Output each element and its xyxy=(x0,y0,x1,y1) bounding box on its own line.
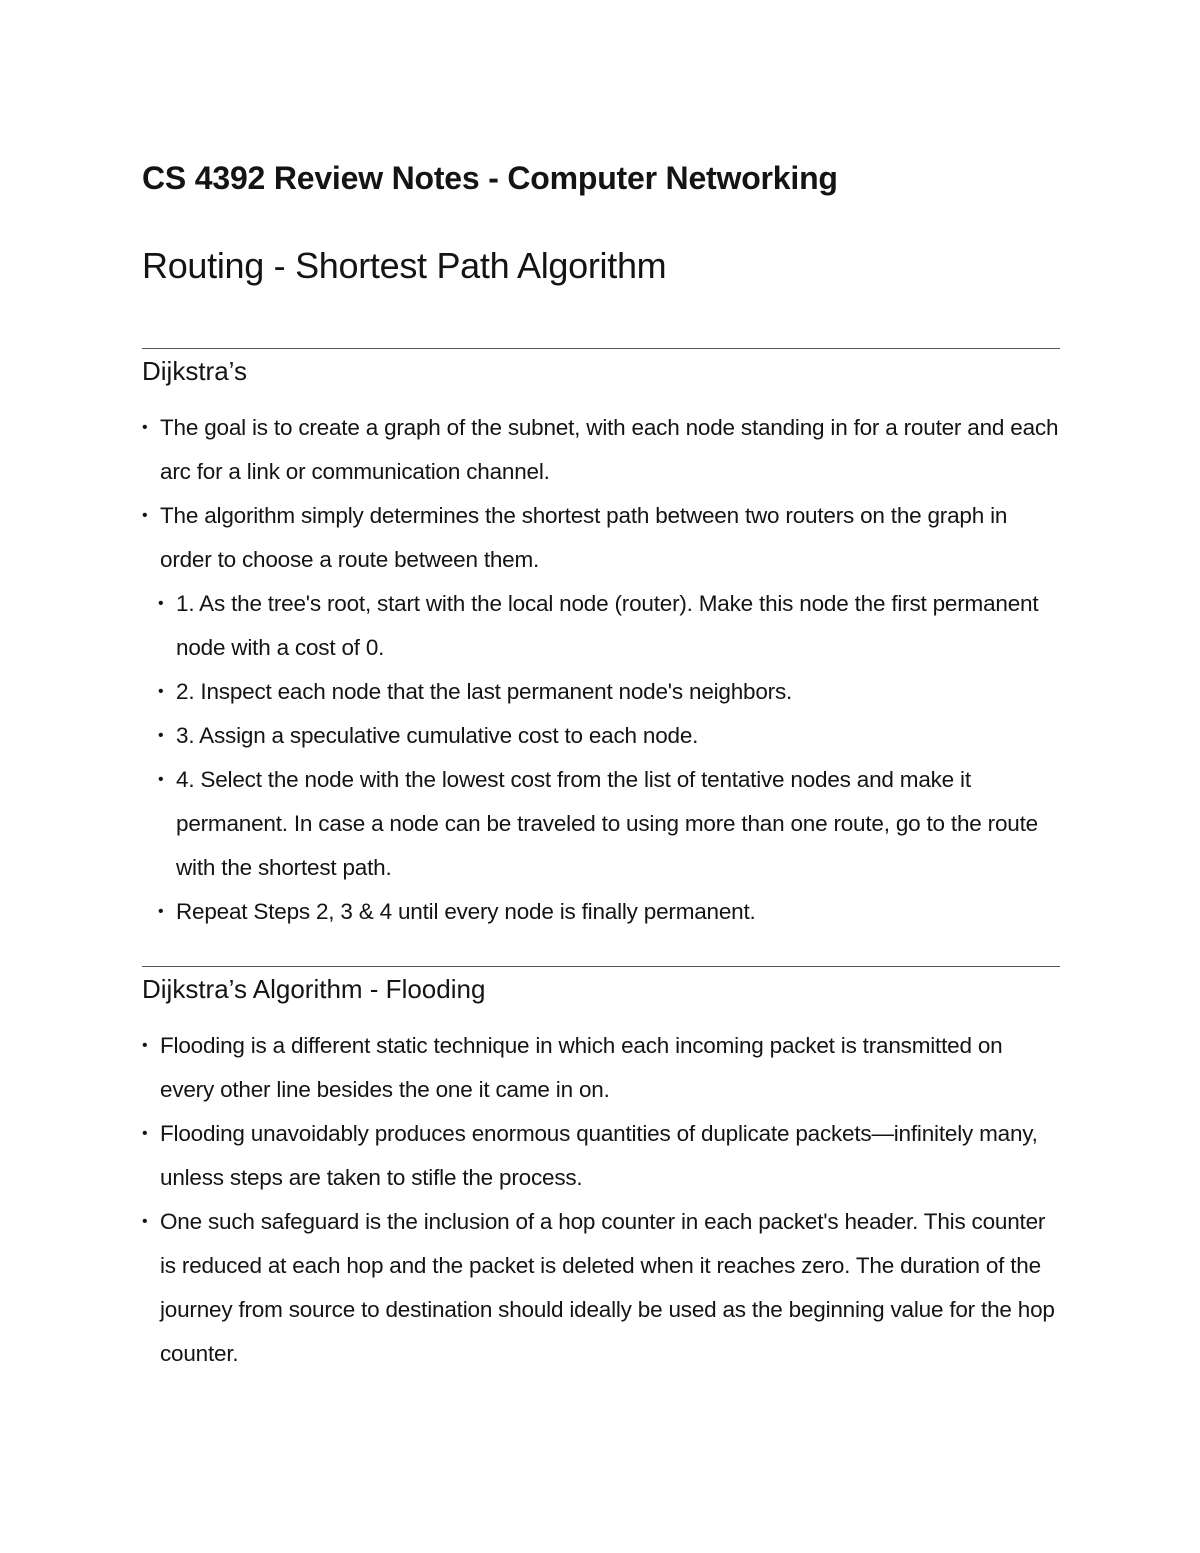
list-item-text: 4. Select the node with the lowest cost from the list of tentative nodes and make it permanent. In case a node can be traveled to using more than one route, go to the route with the shortest path. xyxy=(176,767,1038,880)
bullet-icon: • xyxy=(158,683,164,700)
list-item xyxy=(142,1200,1060,1376)
list-item xyxy=(142,1112,1060,1200)
divider xyxy=(142,348,1060,349)
bullet-icon: • xyxy=(142,1037,148,1054)
list-item xyxy=(142,1024,1060,1112)
subsection-flooding xyxy=(142,974,1060,1376)
list-item-text: Repeat Steps 2, 3 & 4 until every node is finally permanent. xyxy=(176,899,756,924)
bullet-icon: • xyxy=(142,507,148,524)
bullet-icon: • xyxy=(158,727,164,744)
list-item-text: The algorithm simply determines the shortest path between two routers on the graph in order to choose a route between them. xyxy=(160,503,1008,572)
list-item xyxy=(142,494,1060,582)
document-title: CS 4392 Review Notes - Computer Networking xyxy=(142,160,838,196)
bullet-list xyxy=(142,1024,1060,1376)
section-title: Routing - Shortest Path Algorithm xyxy=(142,245,667,286)
bullet-icon: • xyxy=(158,903,164,920)
subsection-heading: Dijkstra’s Algorithm - Flooding xyxy=(142,974,486,1004)
list-item xyxy=(142,582,1060,670)
list-item xyxy=(142,890,1060,934)
bullet-icon: • xyxy=(142,1125,148,1142)
list-item-text: One such safeguard is the inclusion of a hop counter in each packet's header. This counter is reduced at each hop and the packet is deleted when it reaches zero. The duration of the journey from source to destination should ideally be used as the beginning value for the hop counter. xyxy=(160,1209,1055,1366)
bullet-icon: • xyxy=(142,1213,148,1230)
list-item-text: Flooding is a different static technique in which each incoming packet is transmitted on every other line besides the one it came in on. xyxy=(160,1033,1003,1102)
divider xyxy=(142,966,1060,967)
list-item-text: The goal is to create a graph of the subnet, with each node standing in for a router and each arc for a link or communication channel. xyxy=(160,415,1059,484)
subsection-dijkstra xyxy=(142,356,1060,934)
list-item xyxy=(142,670,1060,714)
subsection-heading: Dijkstra’s xyxy=(142,356,247,386)
bullet-icon: • xyxy=(158,771,164,788)
bullet-list xyxy=(142,406,1060,934)
list-item-text: Flooding unavoidably produces enormous quantities of duplicate packets—infinitely many, unless steps are taken to stifle the process. xyxy=(160,1121,1038,1190)
list-item-text: 3. Assign a speculative cumulative cost to each node. xyxy=(176,723,699,748)
bullet-icon: • xyxy=(158,595,164,612)
list-item-text: 1. As the tree's root, start with the local node (router). Make this node the first permanent node with a cost of 0. xyxy=(176,591,1039,660)
bullet-icon: • xyxy=(142,419,148,436)
list-item xyxy=(142,758,1060,890)
list-item xyxy=(142,406,1060,494)
list-item-text: 2. Inspect each node that the last permanent node's neighbors. xyxy=(176,679,793,704)
list-item xyxy=(142,714,1060,758)
